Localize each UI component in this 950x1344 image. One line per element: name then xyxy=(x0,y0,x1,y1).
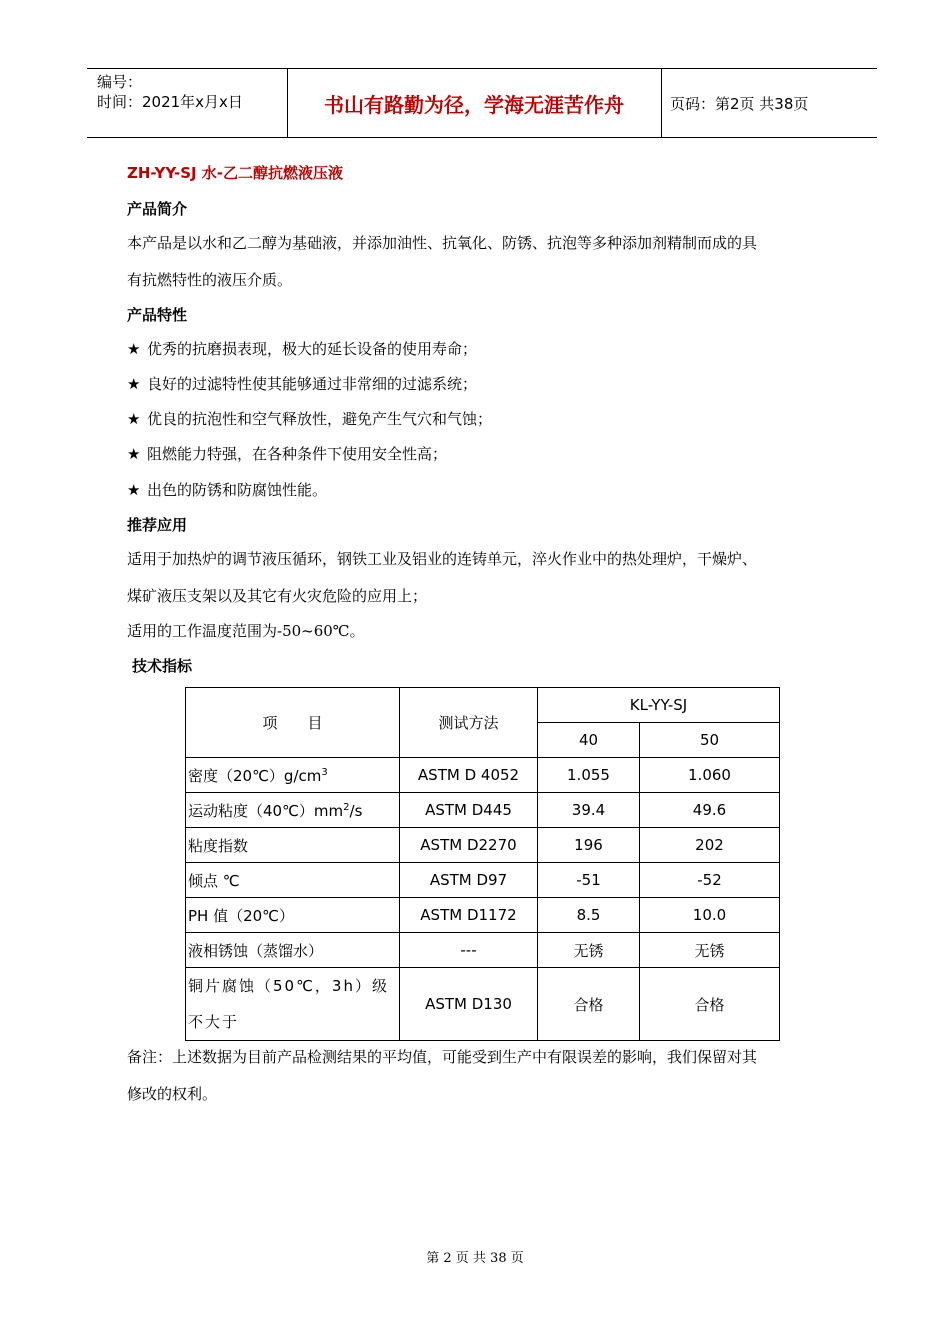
table-row xyxy=(186,933,780,968)
number-label: 编号： xyxy=(97,73,143,91)
row-value-50: 合格 xyxy=(640,968,780,1041)
apps-line-1: 适用于加热炉的调节液压循环，钢铁工业及铝业的连铸单元，淬火作业中的热处理炉，干燥炉、 xyxy=(127,550,758,568)
table-row xyxy=(186,828,780,863)
page-footer: 第 2 页 共 38 页 xyxy=(426,1251,524,1266)
table-row xyxy=(186,863,780,898)
apps-line-3: 适用的工作温度范围为-50~60℃。 xyxy=(127,622,365,640)
feature-item: ★ 优秀的抗磨损表现，极大的延长设备的使用寿命； xyxy=(127,340,478,358)
header-meta-cell xyxy=(87,69,288,137)
row-method: ASTM D130 xyxy=(400,968,538,1041)
row-method: --- xyxy=(400,933,538,968)
star-icon: ★ xyxy=(127,410,141,428)
row-item: 铜片腐蚀（50℃，3h）级不大于 xyxy=(186,968,400,1041)
row-method: ASTM D445 xyxy=(400,793,538,828)
row-value-40: 39.4 xyxy=(538,793,640,828)
row-value-50: 10.0 xyxy=(640,898,780,933)
apps-heading: 推荐应用 xyxy=(127,516,188,534)
row-value-50: 1.060 xyxy=(640,758,780,793)
spec-table xyxy=(185,687,780,1041)
header-motto-cell xyxy=(287,69,662,137)
apps-line-2: 煤矿液压支架以及其它有火灾危险的应用上； xyxy=(127,587,428,605)
row-method: ASTM D 4052 xyxy=(400,758,538,793)
table-row xyxy=(186,898,780,933)
time-label: 时间：2021年x月x日 xyxy=(97,93,243,111)
intro-line-1: 本产品是以水和乙二醇为基础液，并添加油性、抗氧化、防锈、抗泡等多种添加剂精制而成的具 xyxy=(127,234,758,252)
note-line-2: 修改的权利。 xyxy=(127,1085,218,1103)
doc-title: ZH-YY-SJ 水-乙二醇抗燃液压液 xyxy=(127,164,344,182)
row-value-40: 8.5 xyxy=(538,898,640,933)
col-item-header: 项 目 xyxy=(186,688,400,758)
row-method: ASTM D97 xyxy=(400,863,538,898)
feature-item: ★ 阻燃能力特强，在各种条件下使用安全性高； xyxy=(127,445,448,463)
grade-header: 50 xyxy=(640,723,780,758)
table-row xyxy=(186,758,780,793)
row-item: 液相锈蚀（蒸馏水） xyxy=(186,933,400,968)
row-value-50: 无锈 xyxy=(640,933,780,968)
intro-heading: 产品简介 xyxy=(127,200,188,218)
row-item: 运动粘度$(40℃)mm^2/s$ xyxy=(186,793,400,828)
row-item: 倾点 ℃ xyxy=(186,863,400,898)
intro-line-2: 有抗燃特性的液压介质。 xyxy=(127,271,293,289)
note-line-1: 备注：上述数据为目前产品检测结果的平均值，可能受到生产中有限误差的影响，我们保留对其 xyxy=(127,1048,758,1066)
row-item: PH 值（20℃） xyxy=(186,898,400,933)
features-heading: 产品特性 xyxy=(127,306,188,324)
page-info: 页码：第2页 共38页 xyxy=(670,94,809,113)
row-item: 密度$(20℃)g/cm^3$ xyxy=(186,758,400,793)
page-header xyxy=(87,68,877,138)
row-value-40: 1.055 xyxy=(538,758,640,793)
table-row xyxy=(186,968,780,1041)
row-value-40: -51 xyxy=(538,863,640,898)
col-product-header: KL-YY-SJ xyxy=(538,688,780,723)
row-value-50: 49.6 xyxy=(640,793,780,828)
row-method: ASTM D2270 xyxy=(400,828,538,863)
row-value-50: -52 xyxy=(640,863,780,898)
table-row xyxy=(186,793,780,828)
header-page-cell xyxy=(662,69,877,137)
row-value-50: 202 xyxy=(640,828,780,863)
row-value-40: 合格 xyxy=(538,968,640,1041)
row-value-40: 196 xyxy=(538,828,640,863)
feature-item: ★ 出色的防锈和防腐蚀性能。 xyxy=(127,481,328,499)
row-item: 粘度指数 xyxy=(186,828,400,863)
star-icon: ★ xyxy=(127,445,141,463)
table-header-row xyxy=(186,688,780,723)
motto: 书山有路勤为径，学海无涯苦作舟 xyxy=(324,92,624,117)
star-icon: ★ xyxy=(127,375,141,393)
feature-item: ★ 良好的过滤特性使其能够通过非常细的过滤系统； xyxy=(127,375,478,393)
feature-item: ★ 优良的抗泡性和空气释放性，避免产生气穴和气蚀； xyxy=(127,410,493,428)
spec-heading: 技术指标 xyxy=(132,657,193,675)
row-method: ASTM D1172 xyxy=(400,898,538,933)
star-icon: ★ xyxy=(127,340,141,358)
grade-header: 40 xyxy=(538,723,640,758)
col-method-header: 测试方法 xyxy=(400,688,538,758)
row-value-40: 无锈 xyxy=(538,933,640,968)
star-icon: ★ xyxy=(127,481,141,499)
